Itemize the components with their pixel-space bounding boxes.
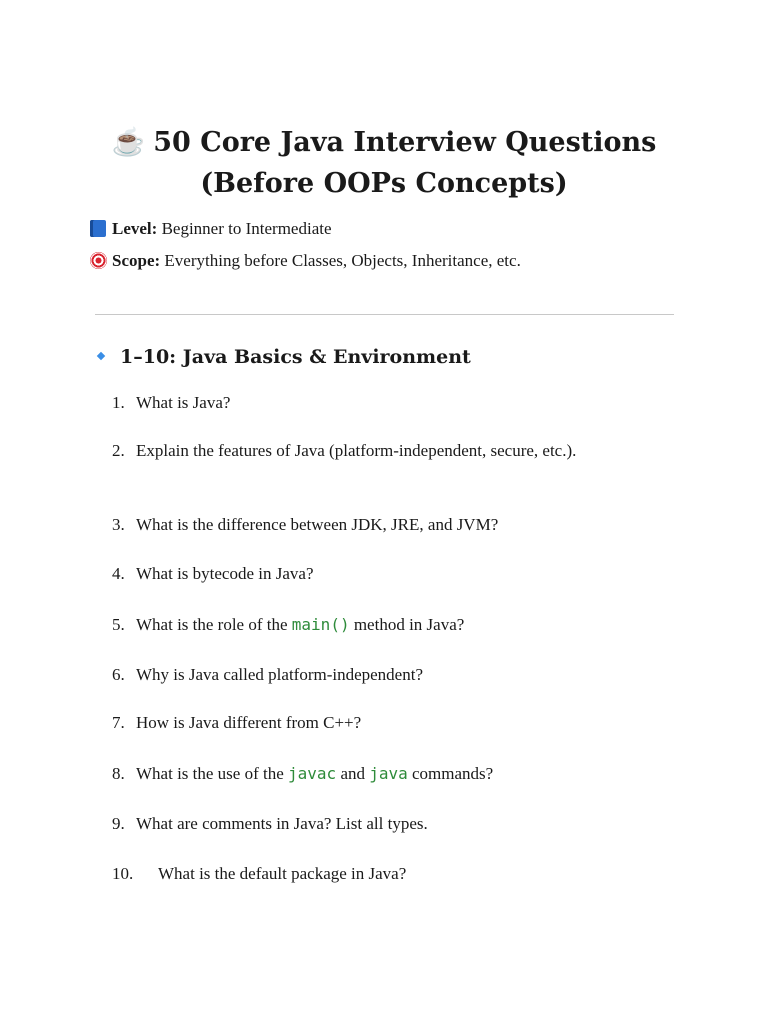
title-text-1: 50 Core Java Interview Questions bbox=[153, 127, 657, 158]
section-heading-text: 1–10: Java Basics & Environment bbox=[120, 346, 471, 368]
question-number: 7. bbox=[112, 713, 125, 732]
blue-diamond-icon bbox=[97, 352, 105, 360]
horizontal-divider bbox=[95, 314, 674, 315]
level-value: Beginner to Intermediate bbox=[157, 219, 332, 238]
question-text-post: commands? bbox=[407, 764, 494, 783]
question-number: 9. bbox=[112, 814, 125, 833]
question-text: What is bytecode in Java? bbox=[136, 564, 314, 583]
question-text-post: method in Java? bbox=[349, 615, 465, 634]
question-number: 10. bbox=[112, 864, 134, 883]
question-number: 1. bbox=[112, 393, 125, 412]
page-title bbox=[60, 122, 708, 204]
question-item bbox=[112, 438, 672, 464]
question-item bbox=[112, 811, 672, 837]
level-line bbox=[90, 219, 332, 239]
hot-beverage-icon: ☕ bbox=[111, 127, 146, 158]
question-number: 8. bbox=[112, 764, 125, 783]
inline-code: javac bbox=[288, 764, 337, 783]
question-text: How is Java different from C++? bbox=[136, 713, 362, 732]
question-item bbox=[112, 861, 672, 887]
question-item bbox=[112, 761, 672, 787]
level-label: Level: bbox=[112, 219, 158, 238]
question-text-mid: and bbox=[336, 764, 370, 783]
inline-code: main() bbox=[291, 615, 350, 634]
question-item bbox=[112, 662, 672, 688]
title-line-1 bbox=[60, 122, 708, 163]
section-heading bbox=[98, 346, 471, 368]
question-text: What is the difference between JDK, JRE, and JVM? bbox=[136, 515, 499, 534]
question-text: Explain the features of Java (platform-independent, secure, etc.). bbox=[136, 441, 577, 460]
question-item bbox=[112, 612, 672, 638]
question-item bbox=[112, 561, 672, 587]
question-number: 4. bbox=[112, 564, 125, 583]
scope-line bbox=[90, 251, 521, 271]
question-number: 5. bbox=[112, 615, 125, 634]
question-number: 2. bbox=[112, 441, 125, 460]
scope-label: Scope: bbox=[112, 251, 161, 270]
inline-code: java bbox=[369, 764, 408, 783]
question-number: 3. bbox=[112, 515, 125, 534]
question-text: What is the default package in Java? bbox=[158, 864, 407, 883]
scope-value: Everything before Classes, Objects, Inheritance, etc. bbox=[160, 251, 521, 270]
question-text: What are comments in Java? List all types. bbox=[136, 814, 428, 833]
question-text-pre: What is the use of the bbox=[136, 764, 289, 783]
target-icon bbox=[90, 252, 107, 269]
question-item bbox=[112, 512, 672, 538]
question-text: Why is Java called platform-independent? bbox=[136, 665, 423, 684]
blue-book-icon bbox=[90, 220, 106, 237]
question-item bbox=[112, 390, 672, 416]
title-line-2: (Before OOPs Concepts) bbox=[200, 168, 568, 199]
question-text-pre: What is the role of the bbox=[136, 615, 292, 634]
question-number: 6. bbox=[112, 665, 125, 684]
question-item bbox=[112, 710, 672, 736]
question-text: What is Java? bbox=[136, 393, 231, 412]
